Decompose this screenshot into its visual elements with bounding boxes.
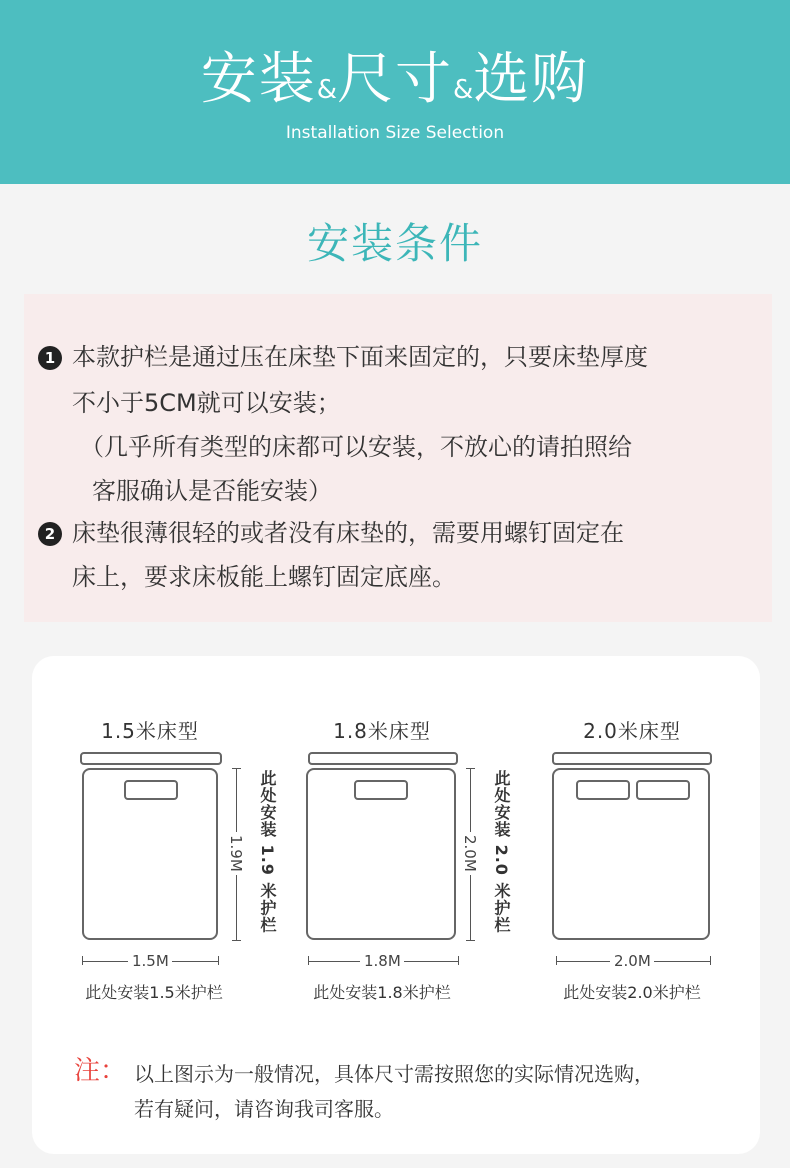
- bed-3-width-cap-right: [710, 956, 711, 965]
- bed-3-pillow-left: [576, 780, 630, 800]
- bed-2-length-cap-bottom: [466, 940, 475, 941]
- bed-1-length-cap-bottom: [232, 940, 241, 941]
- bed-size-card: [32, 656, 760, 1154]
- header-title-part1: 安装: [200, 47, 317, 112]
- bed-1-side-install-text: 此处安装 1.9 米护栏: [258, 770, 277, 934]
- bed-1-width-label: 1.5M: [128, 952, 172, 970]
- bed-3-label: 2.0米床型: [583, 719, 681, 743]
- section-title: 安装条件: [306, 219, 483, 268]
- condition-note-line-1: （几乎所有类型的床都可以安装，不放心的请拍照给: [80, 433, 632, 461]
- bed-2-width-label: 1.8M: [360, 952, 404, 970]
- bed-1-label: 1.5米床型: [101, 719, 199, 743]
- header-title-part3: 选购: [473, 47, 590, 112]
- header-subtitle: Installation Size Selection: [285, 123, 505, 143]
- condition-2-line-2: 床上，要求床板能上螺钉固定底座。: [72, 563, 456, 591]
- bed-3-headboard: [552, 752, 712, 765]
- note-line-2: 若有疑问，请咨询我司客服。: [134, 1097, 394, 1121]
- bed-3-pillow-right: [636, 780, 690, 800]
- bed-1-width-cap-right: [218, 956, 219, 965]
- header-amp-1: &: [316, 75, 337, 105]
- bed-2-width-cap-right: [458, 956, 459, 965]
- bed-2-length-label: 2.0M: [461, 832, 479, 875]
- bed-2-pillow: [354, 780, 408, 800]
- page-header: [0, 0, 790, 184]
- bed-2-caption: 此处安装1.8米护栏: [313, 983, 451, 1002]
- bed-1-headboard: [80, 752, 222, 765]
- note-line-1: 以上图示为一般情况，具体尺寸需按照您的实际情况选购，: [134, 1062, 654, 1086]
- note-label: 注：: [74, 1056, 127, 1086]
- header-title: [0, 44, 790, 126]
- bullet-1-icon: 1: [38, 346, 62, 370]
- condition-1-line-1: [38, 340, 648, 374]
- bed-2-label: 1.8米床型: [333, 719, 431, 743]
- conditions-box: [24, 294, 772, 622]
- bed-3-caption: 此处安装2.0米护栏: [563, 983, 701, 1002]
- condition-note-line-2: 客服确认是否能安装）: [92, 477, 332, 505]
- bed-2-side-install-text: 此处安装 2.0 米护栏: [492, 770, 511, 934]
- condition-2-line-1: [38, 516, 624, 550]
- condition-2-text-1: 床垫很薄很轻的或者没有床垫的，需要用螺钉固定在: [72, 519, 624, 547]
- bed-1-pillow: [124, 780, 178, 800]
- bed-3-width-label: 2.0M: [610, 952, 654, 970]
- bed-1-length-label: 1.9M: [227, 832, 245, 875]
- bed-2-headboard: [308, 752, 458, 765]
- bed-1-caption: 此处安装1.5米护栏: [85, 983, 223, 1002]
- condition-1-text-1: 本款护栏是通过压在床垫下面来固定的，只要床垫厚度: [72, 343, 648, 371]
- header-title-part2: 尺寸: [337, 47, 453, 112]
- bullet-2-icon: 2: [38, 522, 62, 546]
- condition-1-line-2: 不小于5CM就可以安装；: [72, 389, 341, 417]
- header-amp-2: &: [453, 75, 474, 105]
